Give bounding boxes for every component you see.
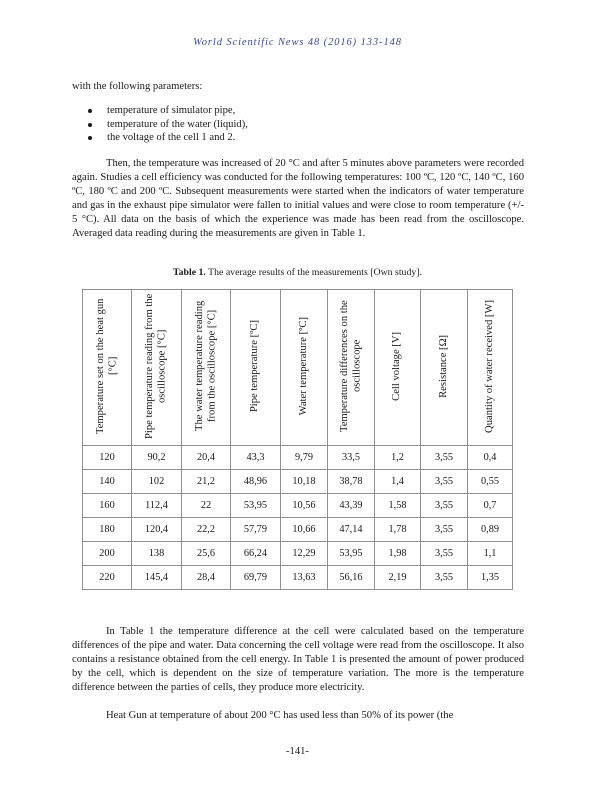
paragraph-discussion — [72, 625, 524, 695]
column-header: Quantity of water received [W] — [468, 290, 513, 446]
table-caption-label: Table 1. — [173, 267, 206, 278]
paragraph-method-text: Then, the temperature was increased of 20 °C and after 5 minutes above parameters were recorded again. Studies a cell efficiency was conducted for the following temperatures: 100 ºC, 120 ºC, 140 ºC, 160 ºC, 180 ºC and 200 ºC. Subsequent measurements were started when the indicators of water temperature and gas in the exhaust pipe simulator were fallen to initial values and were close to room temperature (+/- 5 °C). All data on the basis of which the experience was made has been read from the oscilloscope. Averaged data reading during the measurements are given in Table 1. — [72, 158, 524, 239]
table-cell: 2,19 — [375, 566, 421, 590]
table-cell: 43,3 — [231, 446, 281, 470]
table-cell: 3,55 — [421, 446, 468, 470]
paragraph-discussion-text: In Table 1 the temperature difference at the cell were calculated based on the temperature differences of the pipe and water. Data concerning the cell voltage were read from the oscilloscope. It also contains a resistance obtained from the cell energy. In Table 1 is presented the amount of power produced by the cell, which is dependent on the size of temperature variation. The more is the temperature difference between the parties of cells, they produce more electricity. — [72, 626, 524, 693]
table-cell: 1,98 — [375, 542, 421, 566]
column-header: Resistance [Ω] — [421, 290, 468, 446]
table-cell: 66,24 — [231, 542, 281, 566]
table-cell: 3,55 — [421, 470, 468, 494]
table-cell: 9,79 — [281, 446, 328, 470]
table-cell: 56,16 — [328, 566, 375, 590]
table-cell: 28,4 — [182, 566, 231, 590]
column-header: Temperature set on the heat gun [°C] — [83, 290, 132, 446]
table-caption — [0, 267, 595, 278]
list-item: temperature of the water (liquid), — [86, 118, 248, 132]
table-cell: 0,55 — [468, 470, 513, 494]
table-cell: 0,4 — [468, 446, 513, 470]
column-header: Water temperature [ºC] — [281, 290, 328, 446]
column-header: Cell voltage [V] — [375, 290, 421, 446]
table-cell: 160 — [83, 494, 132, 518]
table-cell: 200 — [83, 542, 132, 566]
table-cell: 12,29 — [281, 542, 328, 566]
table-cell: 145,4 — [132, 566, 182, 590]
table-row — [83, 494, 513, 518]
table-cell: 1,1 — [468, 542, 513, 566]
table-row — [83, 542, 513, 566]
results-table — [82, 289, 513, 590]
table-cell: 10,66 — [281, 518, 328, 542]
list-item: the voltage of the cell 1 and 2. — [86, 131, 248, 145]
column-header: Pipe temperature reading from the oscilloscope [°C] — [132, 290, 182, 446]
table-row — [83, 470, 513, 494]
table-cell: 3,55 — [421, 566, 468, 590]
column-header: Pipe temperature [ºC] — [231, 290, 281, 446]
table-row — [83, 446, 513, 470]
table-cell: 140 — [83, 470, 132, 494]
column-header: The water temperature reading from the oscilloscope [°C] — [182, 290, 231, 446]
intro-text: with the following parameters: — [72, 81, 203, 92]
table-cell: 180 — [83, 518, 132, 542]
table-cell: 3,55 — [421, 542, 468, 566]
table-cell: 1,2 — [375, 446, 421, 470]
table-cell: 1,78 — [375, 518, 421, 542]
page-number: -141- — [286, 746, 309, 757]
table-cell: 53,95 — [231, 494, 281, 518]
table-row — [83, 518, 513, 542]
table-cell: 120,4 — [132, 518, 182, 542]
table-cell: 57,79 — [231, 518, 281, 542]
table-cell: 1,4 — [375, 470, 421, 494]
table-cell: 22 — [182, 494, 231, 518]
table-header-row — [83, 290, 513, 446]
table-cell: 0,7 — [468, 494, 513, 518]
table-cell: 10,18 — [281, 470, 328, 494]
table-cell: 0,89 — [468, 518, 513, 542]
table-cell: 102 — [132, 470, 182, 494]
column-header: Temperature differences on the oscilloscope — [328, 290, 375, 446]
table-cell: 53,95 — [328, 542, 375, 566]
table-cell: 1,58 — [375, 494, 421, 518]
paragraph-heat-gun — [72, 709, 524, 723]
table-cell: 20,4 — [182, 446, 231, 470]
table-cell: 3,55 — [421, 494, 468, 518]
table-row — [83, 566, 513, 590]
table-cell: 43,39 — [328, 494, 375, 518]
table-cell: 21,2 — [182, 470, 231, 494]
table-cell: 47,14 — [328, 518, 375, 542]
table-cell: 22,2 — [182, 518, 231, 542]
table-cell: 48,96 — [231, 470, 281, 494]
list-item: temperature of simulator pipe, — [86, 104, 248, 118]
parameter-list — [86, 104, 248, 145]
table-cell: 1,35 — [468, 566, 513, 590]
table-cell: 3,55 — [421, 518, 468, 542]
table-cell: 112,4 — [132, 494, 182, 518]
table-cell: 220 — [83, 566, 132, 590]
table-cell: 69,79 — [231, 566, 281, 590]
table-cell: 25,6 — [182, 542, 231, 566]
running-header: World Scientific News 48 (2016) 133-148 — [193, 37, 402, 48]
table-cell: 13,63 — [281, 566, 328, 590]
table-caption-text: The average results of the measurements [Own study]. — [208, 267, 422, 278]
table-cell: 138 — [132, 542, 182, 566]
table-cell: 33,5 — [328, 446, 375, 470]
table-cell: 120 — [83, 446, 132, 470]
paragraph-method — [72, 157, 524, 241]
paragraph-heat-gun-text: Heat Gun at temperature of about 200 °C has used less than 50% of its power (the — [106, 710, 454, 721]
table-cell: 38,78 — [328, 470, 375, 494]
table-cell: 10,56 — [281, 494, 328, 518]
table-cell: 90,2 — [132, 446, 182, 470]
